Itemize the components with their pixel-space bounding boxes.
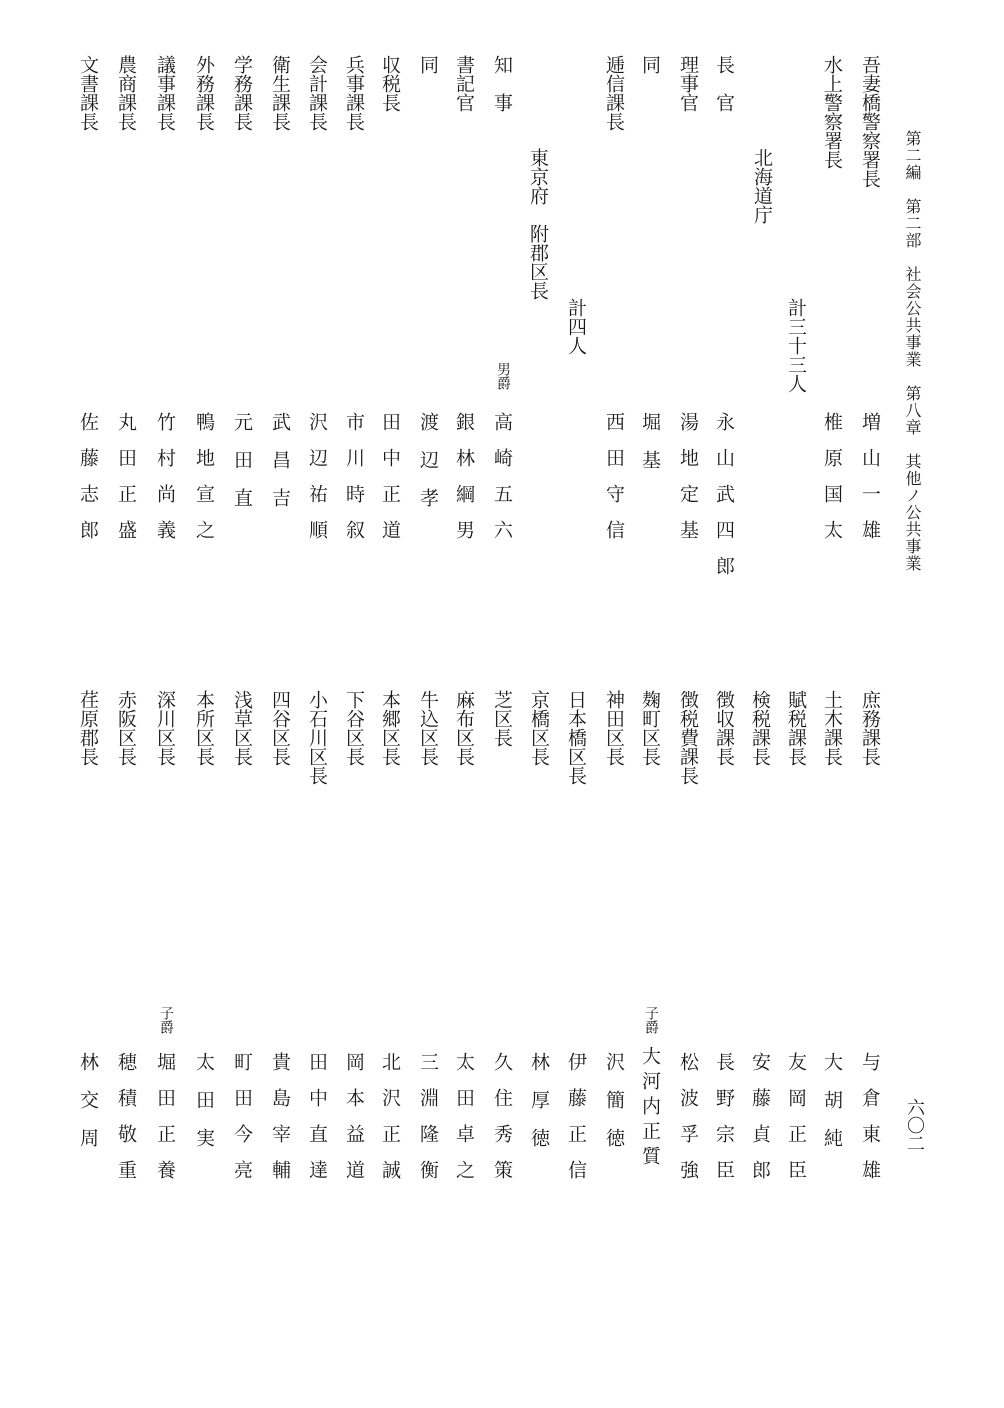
total-count: 計四人 bbox=[565, 298, 587, 355]
role: 会計課長 bbox=[306, 55, 328, 131]
role: 庶務課長 bbox=[859, 690, 881, 766]
person-name: 林 厚 徳 bbox=[528, 1052, 550, 1147]
section-heading: 北海道庁 bbox=[751, 148, 773, 224]
role: 同 bbox=[417, 55, 439, 74]
role: 日本橋区長 bbox=[565, 690, 587, 785]
role: 逓信課長 bbox=[603, 55, 625, 131]
person-name: 西田守信 bbox=[603, 412, 625, 556]
role: 衛生課長 bbox=[269, 55, 291, 131]
person-name: 大 胡 純 bbox=[821, 1052, 843, 1147]
person-name: 市川時叙 bbox=[343, 412, 365, 556]
role: 神田区長 bbox=[603, 690, 625, 766]
role: 本所区長 bbox=[193, 690, 215, 766]
role: 麹町区長 bbox=[639, 690, 661, 766]
role: 知 事 bbox=[491, 55, 513, 112]
person-name: 竹村尚義 bbox=[154, 412, 176, 556]
role: 徴収課長 bbox=[713, 690, 735, 766]
role: 吾妻橋警察署長 bbox=[859, 55, 881, 188]
role: 下谷区長 bbox=[343, 690, 365, 766]
total-count: 計三十三人 bbox=[785, 298, 807, 393]
person-name: 田中直達 bbox=[306, 1052, 328, 1196]
role: 深川区長 bbox=[154, 690, 176, 766]
page-number: 六〇二 bbox=[904, 1098, 925, 1152]
role: 長 官 bbox=[713, 55, 735, 112]
person-name: 太田卓之 bbox=[453, 1052, 475, 1196]
role: 浅草区長 bbox=[231, 690, 253, 766]
person-name: 武 昌 吉 bbox=[269, 412, 291, 507]
role: 賦税課長 bbox=[785, 690, 807, 766]
role: 書記官 bbox=[453, 55, 475, 112]
running-title: 第二編 第二部 社会公共事業 第八章 其他ノ公共事業 bbox=[903, 130, 922, 572]
person-name: 長野宗臣 bbox=[713, 1052, 735, 1196]
role: 同 bbox=[639, 55, 661, 74]
section-heading: 東京府 附郡区長 bbox=[527, 148, 549, 300]
role: 外務課長 bbox=[193, 55, 215, 131]
noble-title: 子爵 bbox=[643, 1006, 659, 1034]
person-name: 高崎五六 bbox=[491, 412, 513, 556]
person-name: 与倉東雄 bbox=[859, 1052, 881, 1196]
person-name: 佐藤志郎 bbox=[77, 412, 99, 556]
role: 京橋区長 bbox=[528, 690, 550, 766]
person-name: 岡本益道 bbox=[343, 1052, 365, 1196]
person-name: 堀 基 bbox=[639, 412, 661, 469]
person-name: 友岡正臣 bbox=[785, 1052, 807, 1196]
person-name: 丸田正盛 bbox=[115, 412, 137, 556]
person-name: 田中正道 bbox=[379, 412, 401, 556]
role: 牛込区長 bbox=[417, 690, 439, 766]
role: 兵事課長 bbox=[343, 55, 365, 131]
person-name: 町田今亮 bbox=[231, 1052, 253, 1196]
role: 麻布区長 bbox=[453, 690, 475, 766]
noble-title: 男爵 bbox=[495, 362, 511, 390]
role: 収税長 bbox=[379, 55, 401, 112]
person-name: 松波孚強 bbox=[677, 1052, 699, 1196]
role: 学務課長 bbox=[231, 55, 253, 131]
role: 赤阪区長 bbox=[115, 690, 137, 766]
person-name: 元 田 直 bbox=[231, 412, 253, 507]
role: 理事官 bbox=[677, 55, 699, 112]
person-name: 大河内正質 bbox=[639, 1046, 661, 1171]
person-name: 伊藤正信 bbox=[565, 1052, 587, 1196]
person-name: 三淵隆衡 bbox=[417, 1052, 439, 1196]
role: 四谷区長 bbox=[269, 690, 291, 766]
person-name: 沢辺祐順 bbox=[306, 412, 328, 556]
noble-title: 子爵 bbox=[158, 1006, 174, 1034]
person-name: 安藤貞郎 bbox=[749, 1052, 771, 1196]
role: 芝区長 bbox=[491, 690, 513, 747]
person-name: 北沢正誠 bbox=[379, 1052, 401, 1196]
person-name: 永山武四郎 bbox=[713, 412, 735, 592]
person-name: 太 田 実 bbox=[193, 1052, 215, 1147]
person-name: 渡 辺 孝 bbox=[417, 412, 439, 507]
role: 徴税費課長 bbox=[677, 690, 699, 785]
role: 検税課長 bbox=[749, 690, 771, 766]
person-name: 林 交 周 bbox=[77, 1052, 99, 1147]
person-name: 増山一雄 bbox=[859, 412, 881, 556]
person-name: 堀田正養 bbox=[154, 1052, 176, 1196]
role: 小石川区長 bbox=[306, 690, 328, 785]
role: 本郷区長 bbox=[379, 690, 401, 766]
role: 議事課長 bbox=[154, 55, 176, 131]
person-name: 椎原国太 bbox=[821, 412, 843, 556]
role: 文書課長 bbox=[77, 55, 99, 131]
person-name: 銀林綱男 bbox=[453, 412, 475, 556]
role: 水上警察署長 bbox=[821, 55, 843, 169]
person-name: 穂積敬重 bbox=[115, 1052, 137, 1196]
role: 農商課長 bbox=[115, 55, 137, 131]
role: 荏原郡長 bbox=[77, 690, 99, 766]
person-name: 貴島宰輔 bbox=[269, 1052, 291, 1196]
person-name: 湯地定基 bbox=[677, 412, 699, 556]
person-name: 鴨地宣之 bbox=[193, 412, 215, 556]
role: 土木課長 bbox=[821, 690, 843, 766]
person-name: 久住秀策 bbox=[491, 1052, 513, 1196]
person-name: 沢 簡 徳 bbox=[603, 1052, 625, 1147]
